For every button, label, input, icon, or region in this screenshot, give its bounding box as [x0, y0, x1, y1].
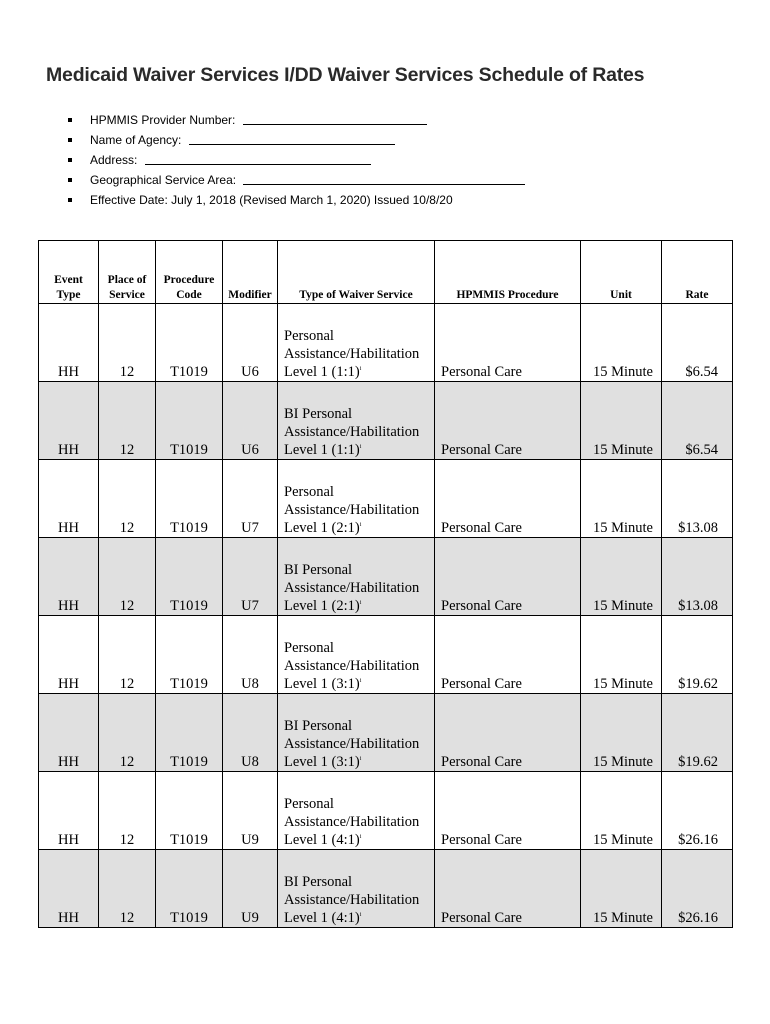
service-type-cell: [278, 460, 435, 538]
bullet-icon: [68, 198, 72, 202]
table-row: [39, 850, 733, 928]
table-row: [39, 616, 733, 694]
address-label: Address:: [90, 153, 141, 167]
hpmmis-procedure-text: Personal Care: [441, 910, 522, 926]
rate-text: $26.16: [678, 910, 718, 926]
service-type-text: Personal Assistance/Habilitation Level 1 (2:1): [284, 484, 420, 536]
event-type-text: HH: [58, 832, 79, 848]
header-type-of-service: Type of Waiver Service: [278, 241, 435, 304]
rate-text: $6.54: [685, 364, 718, 380]
rate-cell: [662, 616, 733, 694]
place-of-service-text: 12: [119, 364, 135, 380]
event-type-cell: [39, 538, 99, 616]
unit-text: 15 Minute: [592, 910, 653, 926]
unit-text: 15 Minute: [592, 598, 653, 614]
bullet-icon: [68, 138, 72, 142]
footnote-marker: i: [359, 366, 362, 373]
table-header-row: [39, 241, 733, 304]
service-type-text: BI Personal Assistance/Habilitation Level 1 (3:1): [284, 718, 420, 770]
place-of-service-text: 12: [119, 520, 135, 536]
procedure-code-cell: [156, 538, 223, 616]
unit-cell: [581, 538, 662, 616]
agency-name-label: Name of Agency:: [90, 133, 185, 147]
modifier-text: U9: [241, 910, 259, 926]
footnote-marker: i: [359, 678, 362, 685]
procedure-code-text: T1019: [170, 520, 208, 536]
bullet-icon: [68, 158, 72, 162]
service-type-text: BI Personal Assistance/Habilitation Level 1 (1:1): [284, 406, 420, 458]
place-of-service-text: 12: [119, 676, 135, 692]
procedure-code-cell: [156, 850, 223, 928]
procedure-code-text: T1019: [170, 598, 208, 614]
service-type-cell: [278, 382, 435, 460]
modifier-cell: [223, 382, 278, 460]
procedure-code-text: T1019: [170, 754, 208, 770]
service-type-cell: [278, 538, 435, 616]
modifier-text: U7: [241, 520, 259, 536]
hpmmis-procedure-text: Personal Care: [441, 520, 522, 536]
modifier-text: U9: [241, 832, 259, 848]
place-of-service-cell: [99, 616, 156, 694]
bullet-icon: [68, 178, 72, 182]
modifier-cell: [223, 616, 278, 694]
hpmmis-procedure-cell: [435, 382, 581, 460]
place-of-service-text: 12: [119, 442, 135, 458]
place-of-service-text: 12: [119, 910, 135, 926]
service-area-blank[interactable]: [243, 172, 525, 185]
place-of-service-text: 12: [119, 598, 135, 614]
unit-cell: [581, 772, 662, 850]
rate-cell: [662, 304, 733, 382]
effective-date-label: Effective Date: July 1, 2018 (Revised March 1, 2020) Issued 10/8/20: [90, 193, 453, 207]
procedure-code-text: T1019: [170, 442, 208, 458]
unit-cell: [581, 850, 662, 928]
footnote-marker: i: [359, 756, 362, 763]
rate-text: $26.16: [678, 832, 718, 848]
service-area-item: [68, 170, 525, 190]
hpmmis-procedure-text: Personal Care: [441, 442, 522, 458]
service-type-text: BI Personal Assistance/Habilitation Level 1 (2:1): [284, 562, 420, 614]
table-row: [39, 304, 733, 382]
service-type-cell: [278, 772, 435, 850]
modifier-text: U8: [241, 676, 259, 692]
hpmmis-procedure-text: Personal Care: [441, 832, 522, 848]
rate-cell: [662, 694, 733, 772]
service-type-cell: [278, 616, 435, 694]
place-of-service-cell: [99, 538, 156, 616]
header-hpmmis-procedure: HPMMIS Procedure: [435, 241, 581, 304]
header-rate: Rate: [662, 241, 733, 304]
place-of-service-cell: [99, 304, 156, 382]
table-row: [39, 772, 733, 850]
unit-text: 15 Minute: [592, 442, 653, 458]
unit-text: 15 Minute: [592, 364, 653, 380]
unit-cell: [581, 304, 662, 382]
rate-cell: [662, 460, 733, 538]
service-type-cell: [278, 694, 435, 772]
provider-number-item: [68, 110, 525, 130]
rate-text: $13.08: [678, 598, 718, 614]
modifier-text: U7: [241, 598, 259, 614]
service-type-text: BI Personal Assistance/Habilitation Level 1 (4:1): [284, 874, 420, 926]
modifier-text: U6: [241, 442, 259, 458]
table-row: [39, 694, 733, 772]
table-row: [39, 460, 733, 538]
hpmmis-procedure-cell: [435, 616, 581, 694]
provider-number-blank[interactable]: [243, 112, 427, 125]
unit-text: 15 Minute: [592, 832, 653, 848]
unit-text: 15 Minute: [592, 754, 653, 770]
rate-cell: [662, 538, 733, 616]
service-type-text: Personal Assistance/Habilitation Level 1 (1:1): [284, 328, 420, 380]
modifier-cell: [223, 460, 278, 538]
hpmmis-procedure-cell: [435, 460, 581, 538]
procedure-code-cell: [156, 382, 223, 460]
modifier-text: U6: [241, 364, 259, 380]
rate-cell: [662, 850, 733, 928]
unit-text: 15 Minute: [592, 676, 653, 692]
header-unit: Unit: [581, 241, 662, 304]
place-of-service-cell: [99, 694, 156, 772]
modifier-cell: [223, 850, 278, 928]
header-event-type: Event Type: [39, 241, 99, 304]
hpmmis-procedure-text: Personal Care: [441, 754, 522, 770]
service-area-label: Geographical Service Area:: [90, 173, 240, 187]
rate-text: $19.62: [678, 754, 718, 770]
rate-text: $13.08: [678, 520, 718, 536]
document-title: Medicaid Waiver Services I/DD Waiver Services Schedule of Rates: [46, 64, 645, 86]
hpmmis-procedure-cell: [435, 304, 581, 382]
place-of-service-cell: [99, 772, 156, 850]
rates-table-body: [39, 304, 733, 928]
place-of-service-cell: [99, 460, 156, 538]
unit-cell: [581, 694, 662, 772]
provider-info-list: [68, 110, 525, 210]
rate-text: $19.62: [678, 676, 718, 692]
event-type-cell: [39, 694, 99, 772]
header-modifier: Modifier: [223, 241, 278, 304]
procedure-code-cell: [156, 772, 223, 850]
address-blank[interactable]: [145, 152, 371, 165]
modifier-cell: [223, 304, 278, 382]
rate-cell: [662, 382, 733, 460]
provider-number-label: HPMMIS Provider Number:: [90, 113, 239, 127]
hpmmis-procedure-text: Personal Care: [441, 598, 522, 614]
procedure-code-text: T1019: [170, 676, 208, 692]
event-type-text: HH: [58, 676, 79, 692]
event-type-cell: [39, 616, 99, 694]
procedure-code-text: T1019: [170, 910, 208, 926]
hpmmis-procedure-cell: [435, 694, 581, 772]
agency-name-item: [68, 130, 525, 150]
procedure-code-text: T1019: [170, 832, 208, 848]
event-type-cell: [39, 772, 99, 850]
place-of-service-cell: [99, 850, 156, 928]
hpmmis-procedure-cell: [435, 772, 581, 850]
event-type-cell: [39, 382, 99, 460]
rate-cell: [662, 772, 733, 850]
unit-text: 15 Minute: [592, 520, 653, 536]
address-item: [68, 150, 525, 170]
bullet-icon: [68, 118, 72, 122]
procedure-code-cell: [156, 304, 223, 382]
event-type-cell: [39, 304, 99, 382]
event-type-cell: [39, 460, 99, 538]
footnote-marker: i: [359, 834, 362, 841]
service-type-text: Personal Assistance/Habilitation Level 1 (4:1): [284, 796, 420, 848]
table-row: [39, 538, 733, 616]
unit-cell: [581, 460, 662, 538]
hpmmis-procedure-text: Personal Care: [441, 364, 522, 380]
service-type-text: Personal Assistance/Habilitation Level 1 (3:1): [284, 640, 420, 692]
place-of-service-text: 12: [119, 832, 135, 848]
unit-cell: [581, 382, 662, 460]
hpmmis-procedure-cell: [435, 538, 581, 616]
agency-name-blank[interactable]: [189, 132, 395, 145]
header-place-of-service: Place of Service: [99, 241, 156, 304]
event-type-text: HH: [58, 754, 79, 770]
effective-date-item: [68, 190, 525, 210]
service-type-cell: [278, 304, 435, 382]
place-of-service-cell: [99, 382, 156, 460]
procedure-code-cell: [156, 460, 223, 538]
table-row: [39, 382, 733, 460]
event-type-text: HH: [58, 364, 79, 380]
modifier-text: U8: [241, 754, 259, 770]
event-type-text: HH: [58, 910, 79, 926]
procedure-code-text: T1019: [170, 364, 208, 380]
rates-table: [38, 240, 733, 928]
hpmmis-procedure-cell: [435, 850, 581, 928]
event-type-text: HH: [58, 442, 79, 458]
footnote-marker: i: [359, 522, 362, 529]
event-type-text: HH: [58, 598, 79, 614]
event-type-cell: [39, 850, 99, 928]
modifier-cell: [223, 694, 278, 772]
unit-cell: [581, 616, 662, 694]
footnote-marker: i: [359, 444, 362, 451]
modifier-cell: [223, 538, 278, 616]
procedure-code-cell: [156, 694, 223, 772]
header-procedure-code: Procedure Code: [156, 241, 223, 304]
event-type-text: HH: [58, 520, 79, 536]
procedure-code-cell: [156, 616, 223, 694]
service-type-cell: [278, 850, 435, 928]
footnote-marker: i: [359, 600, 362, 607]
place-of-service-text: 12: [119, 754, 135, 770]
rate-text: $6.54: [685, 442, 718, 458]
hpmmis-procedure-text: Personal Care: [441, 676, 522, 692]
footnote-marker: i: [359, 912, 362, 919]
modifier-cell: [223, 772, 278, 850]
